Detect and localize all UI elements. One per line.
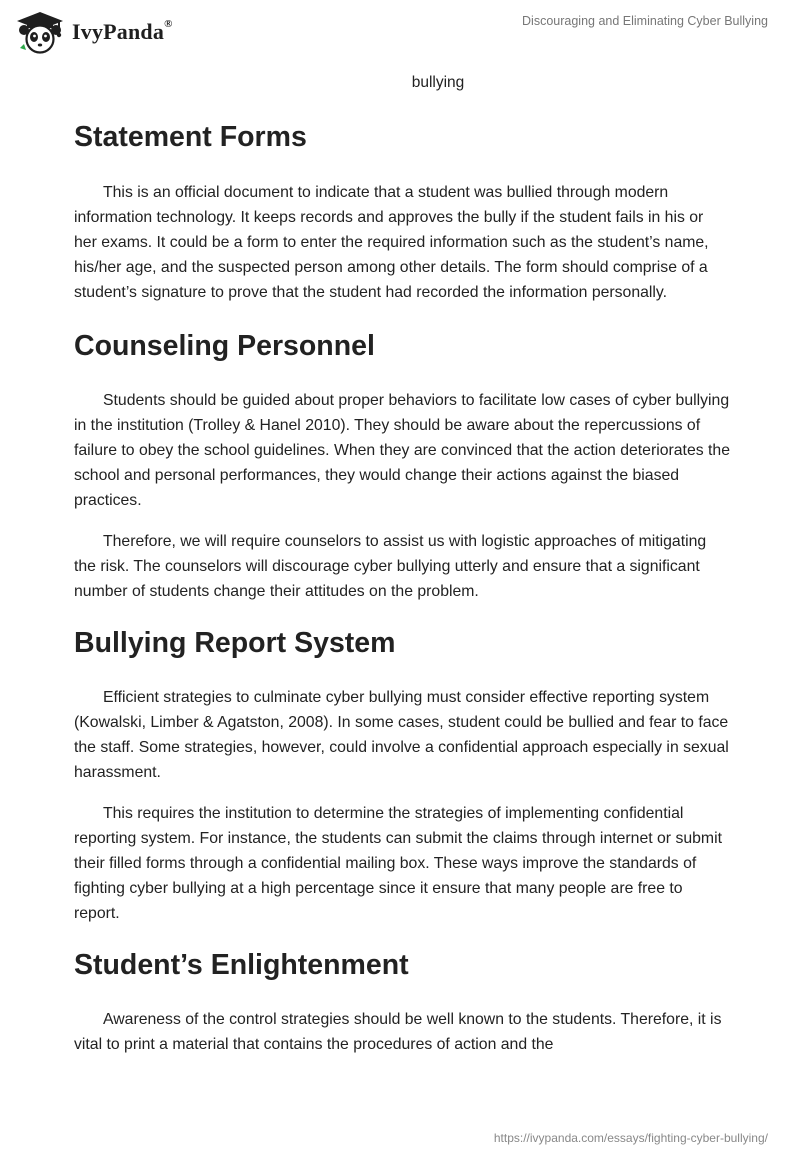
section-heading: Bullying Report System — [74, 627, 396, 659]
paragraph: Efficient strategies to culminate cyber bullying must consider effective reporting system (Kowalski, Limber & Agatston, 2008). In some cases, student could be bullied and fear to face the staff. Some strategies, however, could involve a confidential approach especially in sexual harassment. — [74, 689, 729, 781]
paragraph: Awareness of the control strategies should be well known to the students. Therefore, it is vital to print a material that contains the procedures of action and the — [74, 1011, 722, 1053]
ivypanda-logo[interactable] — [14, 10, 173, 54]
paragraph: Students should be guided about proper behaviors to facilitate low cases of cyber bullying in the institution (Trolley & Hanel 2010). They should be aware about the repercussions of failure to obey the school guidelines. When they are convinced that the action deteriorates the school and personal performances, they would change their actions against the biased practices. — [74, 392, 730, 509]
paragraph: This is an official document to indicate that a student was bullied through modern information technology. It keeps records and approves the bully if the student fails in his or her exams. It could be a form to enter the required information such as the student’s name, his/her age, and the suspected person among other details. The form should comprise of a student’s signature to prove that the student had recorded the information personally. — [74, 184, 709, 301]
brand-name: IvyPanda® — [72, 17, 173, 44]
source-url-link[interactable]: https://ivypanda.com/essays/fighting-cyber-bullying/ — [493, 1131, 768, 1145]
essay-body — [74, 116, 730, 1057]
paragraph: This requires the institution to determine the strategies of implementing confidential reporting system. For instance, the students can submit the claims through internet or submit their filled forms through a confidential mailing box. These ways improve the standards of fighting cyber bullying at a high percentage since it ensure that many people are free to report. — [74, 805, 722, 922]
section-heading: Counseling Personnel — [74, 330, 375, 362]
panda-icon — [14, 10, 66, 54]
figure-caption: bullying — [411, 74, 465, 91]
section-heading: Student’s Enlightenment — [74, 949, 409, 981]
paragraph: Therefore, we will require counselors to assist us with logistic approaches of mitigating the risk. The counselors will discourage cyber bullying utterly and ensure that a significant number of students change their attitudes on the problem. — [74, 533, 707, 600]
document-title: Discouraging and Eliminating Cyber Bullying — [522, 14, 768, 28]
section-heading: Statement Forms — [74, 121, 307, 153]
